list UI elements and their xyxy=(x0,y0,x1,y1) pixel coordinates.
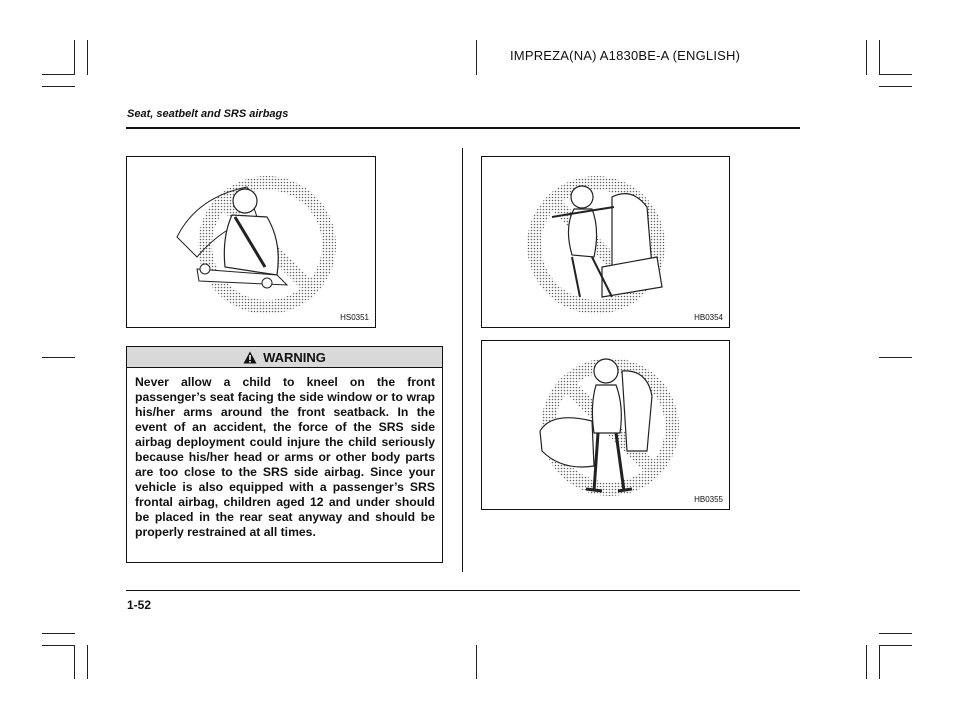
crop-mark xyxy=(879,74,912,75)
crop-mark xyxy=(879,357,912,358)
warning-title: WARNING xyxy=(263,349,326,365)
child-arms-around-seatback-prohibition-illustration xyxy=(482,157,729,327)
figure-hb0355 xyxy=(481,340,730,510)
header-rule xyxy=(126,127,800,129)
figure-code: HB0355 xyxy=(694,495,723,504)
warning-header xyxy=(127,347,442,368)
crop-mark xyxy=(866,40,867,75)
figure-hb0354 xyxy=(481,156,730,328)
warning-box xyxy=(126,346,443,563)
crop-mark xyxy=(42,633,75,634)
crop-mark xyxy=(879,40,880,75)
document-id: IMPREZA(NA) A1830BE-A (ENGLISH) xyxy=(510,48,741,63)
figure-code: HS0351 xyxy=(340,313,369,322)
crop-mark xyxy=(879,645,912,646)
crop-mark xyxy=(42,74,75,75)
crop-mark xyxy=(74,40,75,75)
warning-text: Never allow a child to kneel on the front passenger’s seat facing the side window or to wrap his/her arms around the front seatback. In the event of an accident, the force of the SRS side airbag deployment could injure the child seriously because his/her head or arms or other body parts are too close to the SRS side airbag. Since your vehicle is also equipped with a passenger’s SRS frontal airbag, children aged 12 and under should be placed in the rear seat anyway and should be properly restrained at all times. xyxy=(135,375,435,539)
footer-rule xyxy=(126,590,800,591)
figure-hs0351 xyxy=(126,156,376,328)
crop-mark xyxy=(476,645,477,679)
warning-triangle-icon xyxy=(243,351,257,364)
crop-mark xyxy=(42,357,75,358)
figure-code: HB0354 xyxy=(694,313,723,322)
column-divider xyxy=(462,148,463,572)
crop-mark xyxy=(866,645,867,679)
crop-mark xyxy=(879,645,880,679)
no-leaning-on-window-prohibition-illustration xyxy=(127,157,375,327)
crop-mark xyxy=(879,86,912,87)
crop-mark xyxy=(42,86,75,87)
crop-mark xyxy=(476,40,477,75)
page-number: 1-52 xyxy=(127,598,152,612)
child-kneeling-on-seat-prohibition-illustration xyxy=(482,341,729,509)
crop-mark xyxy=(87,40,88,75)
crop-mark xyxy=(879,633,912,634)
crop-mark xyxy=(87,645,88,679)
section-title: Seat, seatbelt and SRS airbags xyxy=(127,108,289,120)
crop-mark xyxy=(74,645,75,679)
crop-mark xyxy=(42,645,75,646)
